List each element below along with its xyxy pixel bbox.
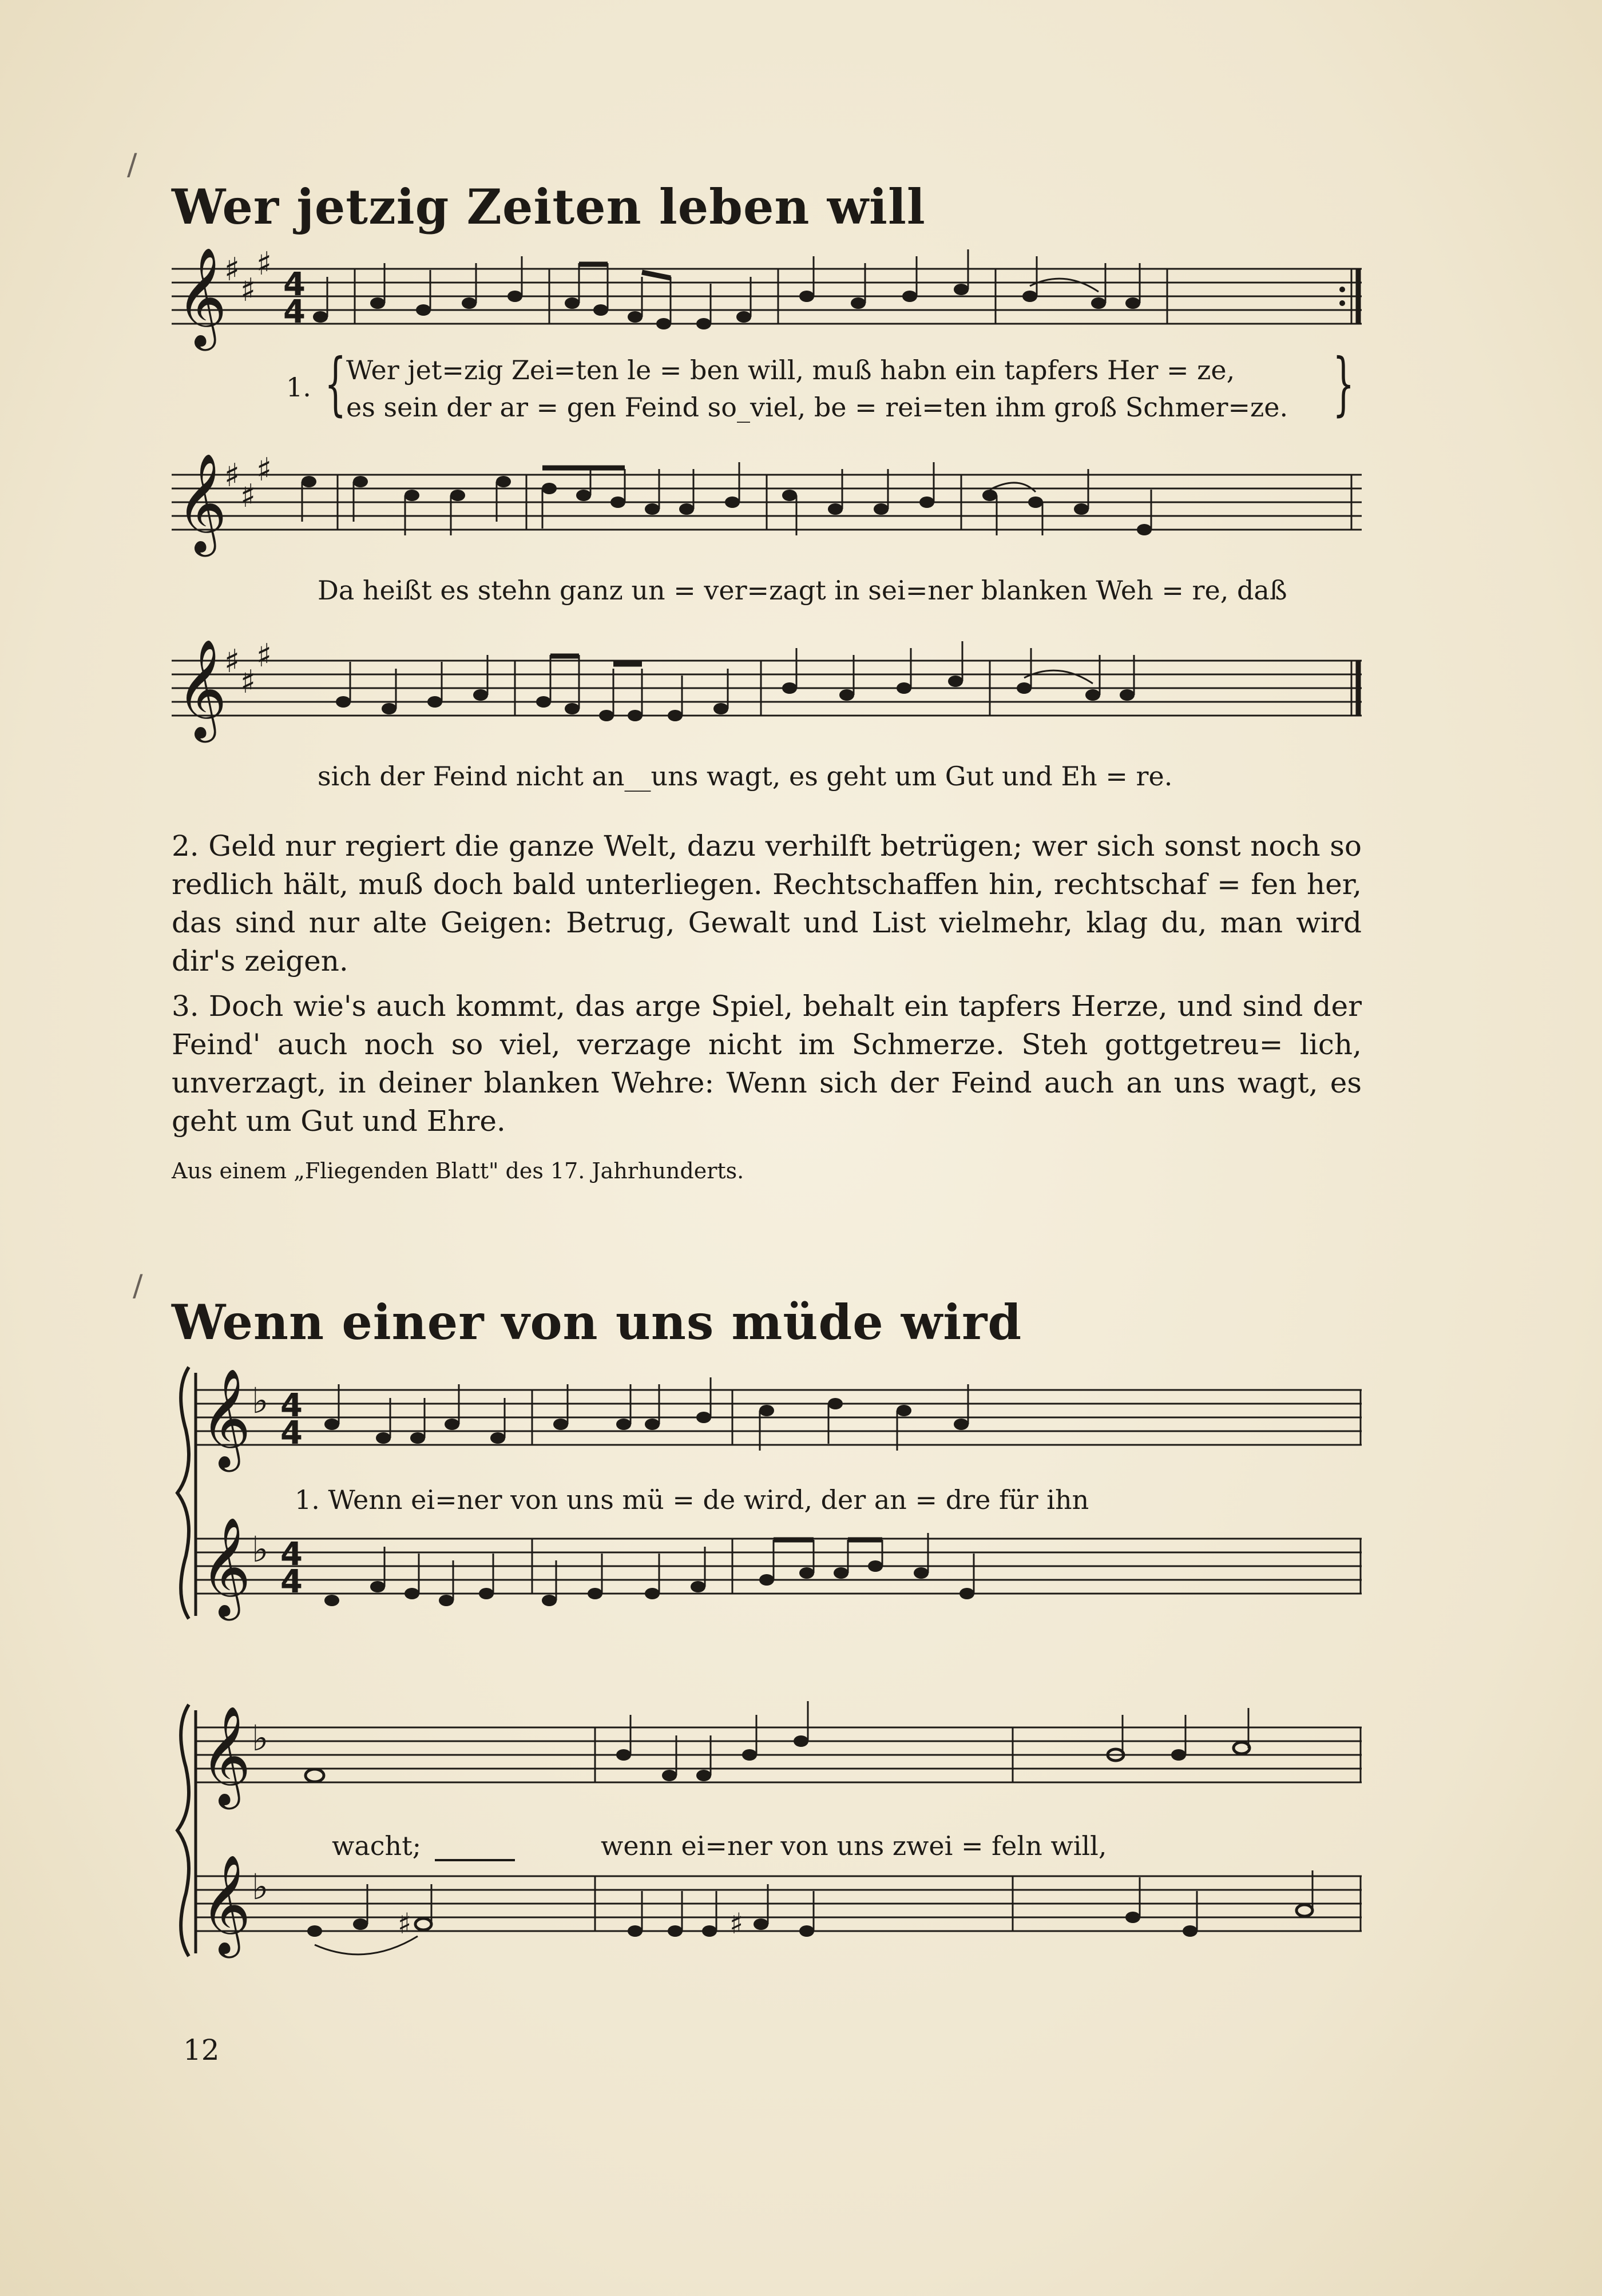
lyrics-line: Da heißt es stehn ganz un = ver=zagt in sei=ner blanken Weh = re, daß: [318, 575, 1287, 606]
svg-text:♯: ♯: [240, 664, 256, 701]
svg-text:4: 4: [280, 1536, 303, 1573]
svg-text:𝄞: 𝄞: [200, 1706, 251, 1805]
lyrics-line: wenn ei=ner von uns zwei = feln will,: [601, 1830, 1107, 1861]
stanza-2: 2. Geld nur regiert die ganze Welt, dazu verhilft betrügen; wer sich sonst noch so redlich hält, muß doch bald unterliegen. Rechtschaffen hin, rechtschaf = fen her, das sind nur alte Geigen: Betrug, Gewalt und List vielmehr, klag du, man wird dir's zeigen.: [172, 829, 1362, 978]
svg-text:♯: ♯: [224, 251, 240, 288]
song-title: Wenn einer von uns müde wird: [172, 1294, 1022, 1350]
svg-text:𝄞: 𝄞: [200, 1368, 251, 1468]
source-note: Aus einem „Fliegenden Blatt" des 17. Jahrhunderts.: [172, 1158, 744, 1183]
svg-text:♯: ♯: [729, 1907, 744, 1940]
svg-text:♯: ♯: [256, 637, 272, 674]
stanza-3: 3. Doch wie's auch kommt, das arge Spiel, behalt ein tapfers Herze, und sind der Feind' auch noch so viel, verzage nicht im Schmerze. Steh gottgetreu= lich, unverzagt, in deiner blanken Wehre: Wenn sich der Feind auch an uns wagt, es geht um Gut und Ehre.: [172, 990, 1362, 1138]
svg-text:♭: ♭: [252, 1380, 269, 1421]
music-staff: [172, 452, 1367, 566]
svg-text:𝄞: 𝄞: [176, 453, 227, 553]
brace: {: [324, 344, 347, 424]
melisma-line: [435, 1859, 515, 1861]
music-staff: [172, 638, 1367, 752]
pencil-mark: /: [127, 148, 137, 182]
pencil-mark: /: [133, 1269, 143, 1303]
svg-text:4: 4: [280, 1415, 303, 1452]
brace: }: [1333, 344, 1355, 424]
svg-text:𝄞: 𝄞: [176, 247, 227, 347]
svg-text:♯: ♯: [240, 478, 256, 515]
lyrics-line: Wer jet=zig Zei=ten le = ben will, muß habn ein tapfers Her = ze,: [346, 355, 1235, 386]
lyrics-line: wacht;: [332, 1830, 422, 1861]
verse-number: 1.: [286, 372, 311, 403]
svg-text:𝄞: 𝄞: [200, 1517, 251, 1616]
svg-text:4: 4: [283, 293, 306, 331]
svg-text:♭: ♭: [252, 1528, 269, 1570]
lyrics-line: sich der Feind nicht an__uns wagt, es geht um Gut und Eh = re.: [318, 761, 1173, 792]
svg-text:𝄞: 𝄞: [200, 1854, 251, 1954]
svg-text:♯: ♯: [240, 272, 256, 309]
svg-text:𝄞: 𝄞: [176, 639, 227, 738]
svg-text:4: 4: [280, 1563, 303, 1600]
lyrics-line: 1. Wenn ei=ner von uns mü = de wird, der an = dre für ihn: [295, 1484, 1089, 1515]
svg-text:♯: ♯: [224, 457, 240, 494]
lyrics-line: es sein der ar = gen Feind so_viel, be = rei=ten ihm groß Schmer=ze.: [346, 392, 1288, 423]
svg-text:♭: ♭: [252, 1866, 269, 1908]
svg-text:♭: ♭: [252, 1717, 269, 1759]
svg-text:♯: ♯: [224, 643, 240, 680]
svg-text:♯: ♯: [398, 1907, 412, 1940]
svg-text:♯: ♯: [256, 245, 272, 283]
music-staff: [172, 246, 1367, 360]
svg-text:4: 4: [283, 266, 306, 303]
song-title: Wer jetzig Zeiten leben will: [172, 178, 926, 235]
svg-text:4: 4: [280, 1387, 303, 1424]
svg-text:♯: ♯: [256, 451, 272, 488]
page-number: 12: [183, 2033, 220, 2067]
